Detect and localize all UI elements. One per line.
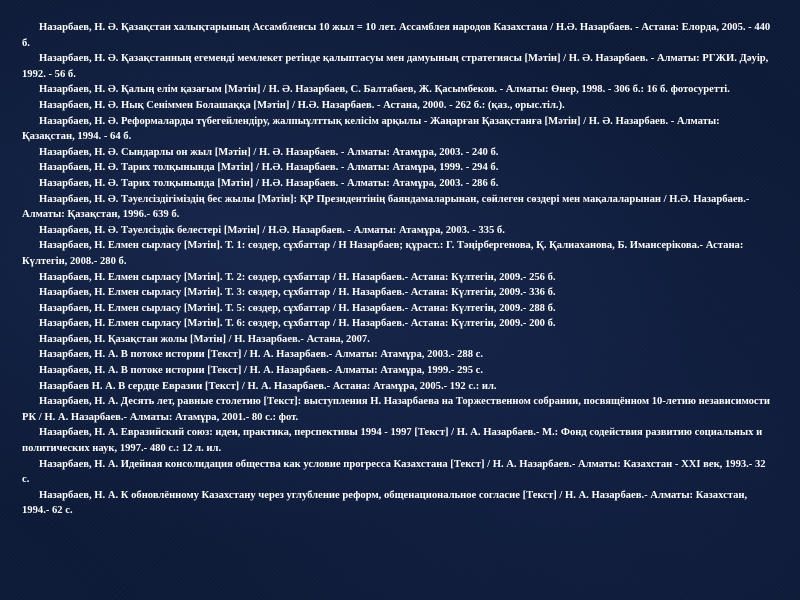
bibliography-entry: Назарбаев, Н. А. В потоке истории [Текст] / Н. А. Назарбаев.- Алматы: Атамұра, 1999.- 295 с. [39, 365, 483, 377]
bibliography-entry: Назарбаев, Н. А. Десять лет, равные столетию [Текст]: выступления Н. Назарбаева на Торжественном собрании, посвящённом 10-летию независимости РК / Н. А. Назарбаев.- Алматы: Атамұра, 2001.- 80 с.: фот. [22, 396, 770, 423]
bibliography-entry: Назарбаев, Н. Елмен сырласу [Мәтiн]. Т. 2: сөздер, сұхбаттар / Н. Назарбаев.- Астана: Күлтегiн, 2009.- 256 б. [39, 271, 556, 283]
bibliography-entry: Назарбаев, Н. Ә. Қазақстан халықтарының Ассамблеясы 10 жыл = 10 лет. Ассамблея народов Казахстана / Н.Ә. Назарбаев. - Астана: Елорда, 2005. - 440 б. [22, 22, 771, 49]
bibliography-entry: Назарбаев, Н. А. К обновлённому Казахстану через углубление реформ, общенациональное согласие [Текст] / Н. А. Назарбаев.- Алматы: Казахстан, 1994.- 62 с. [22, 489, 748, 517]
bibliography-entry: Назарбаев, Н. А. Евразийский союз: идеи, практика, перспективы 1994 - 1997 [Текст] / Н. А. Назарбаев.- М.: Фонд содействия развитию социальных и политических наук, 1997.- 480 с.: 12 л. ил. [22, 427, 763, 455]
bibliography-entry: Назарбаев, Н. Ә. Тәуелсiздiгiмiздiң бес жылы [Мәтiн]: ҚР Президентiнiң баяндамаларынан, сөйлеген сөздерi мен мақалаларынан / Н.Ә. Назарбаев.- Алматы: Қазақстан, 1996.- 639 б. [22, 193, 750, 221]
bibliography-list [22, 20, 772, 519]
bibliography-entry: Назарбаев, Н. Елмен сырласу [Мәтiн]. Т. 6: сөздер, сұхбаттар / Н. Назарбаев.- Астана: Күлтегiн, 2009.- 200 б. [39, 318, 556, 330]
bibliography-entry: Назарбаев, Н. А. В потоке истории [Текст] / Н. А. Назарбаев.- Алматы: Атамұра, 2003.- 288 с. [39, 349, 483, 361]
bibliography-entry: Назарбаев, Н. Ә. Сындарлы он жыл [Мәтiн] / Н. Ә. Назарбаев. - Алматы: Атамұра, 2003. - 240 б. [39, 146, 499, 158]
bibliography-entry: Назарбаев, Н. Ә. Тарих толқынында [Мәтiн] / Н.Ә. Назарбаев. - Алматы: Атамұра, 2003. - 286 б. [39, 177, 499, 189]
bibliography-entry: Назарбаев, Н. Елмен сырласу [Мәтiн]. Т. 1: сөздер, сұхбаттар / Н Назарбаев; құраст.: Г. Тәңiрбергенова, Қ. Қалиаханова, Б. Имансерiкова.- Астана: Күлтегiн, 2008.- 280 б. [22, 240, 744, 267]
bibliography-entry: Назарбаев, Н. Ә. Тарих толқынында [Мәтiн] / Н.Ә. Назарбаев. - Алматы: Атамұра, 1999. - 294 б. [39, 162, 499, 174]
bibliography-entry: Назарбаев, Н. А. Идейная консолидация общества как условие прогресса Казахстана [Текст] / Н. А. Назарбаев.- Алматы: Казахстан - XXI век, 1993.- 32 с. [22, 458, 766, 486]
bibliography-entry: Назарбаев, Н. Ә. Қазақстанның егемендi мемлекет ретiнде қалыптасуы мен дамуының стратегиясы [Мәтiн] / Н. Ә. Назарбаев. - Алматы: РГЖИ. Дәуiр, 1992. - 56 б. [22, 53, 769, 80]
bibliography-entry: Назарбаев, Н. Ә. Қалың елiм қазағым [Мәтiн] / Н. Ә. Назарбаев, С. Балтабаев, Ж. Қасымбеков. - Алматы: Өнер, 1998. - 306 б.: 16 б. фотосуреттi. [39, 84, 730, 96]
bibliography-entry: Назарбаев Н. А. В сердце Евразии [Текст] / Н. А. Назарбаев.- Астана: Атамұра, 2005.- 192 с.: ил. [39, 380, 497, 392]
bibliography-entry: Назарбаев, Н. Елмен сырласу [Мәтiн]. Т. 5: сөздер, сұхбаттар / Н. Назарбаев.- Астана: Күлтегiн, 2009.- 288 б. [39, 302, 556, 314]
bibliography-entry: Назарбаев, Н. Қазақстан жолы [Мәтiн] / Н. Назарбаев.- Астана, 2007. [39, 333, 370, 345]
bibliography-entry: Назарбаев, Н. Ә. Тәуелсiздiк белестерi [Мәтiн] / Н.Ә. Назарбаев. - Алматы: Атамұра, 2003. - 335 б. [39, 224, 505, 236]
bibliography-entry: Назарбаев, Н. Елмен сырласу [Мәтiн]. Т. 3: сөздер, сұхбаттар / Н. Назарбаев.- Астана: Күлтегiн, 2009.- 336 б. [39, 287, 556, 299]
bibliography-entry: Назарбаев, Н. Ә. Реформаларды түбегейлендiру, жалпыұлттық келiсiм арқылы - Жаңарған Қазақстанға [Мәтiн] / Н. Ә. Назарбаев. - Алматы: Қазақстан, 1994. - 64 б. [22, 115, 720, 143]
bibliography-entry: Назарбаев, Н. Ә. Нық Сенiммен Болашаққа [Мәтiн] / Н.Ә. Назарбаев. - Астана, 2000. - 262 б.: (қаз., орыс.тiл.). [39, 99, 565, 111]
